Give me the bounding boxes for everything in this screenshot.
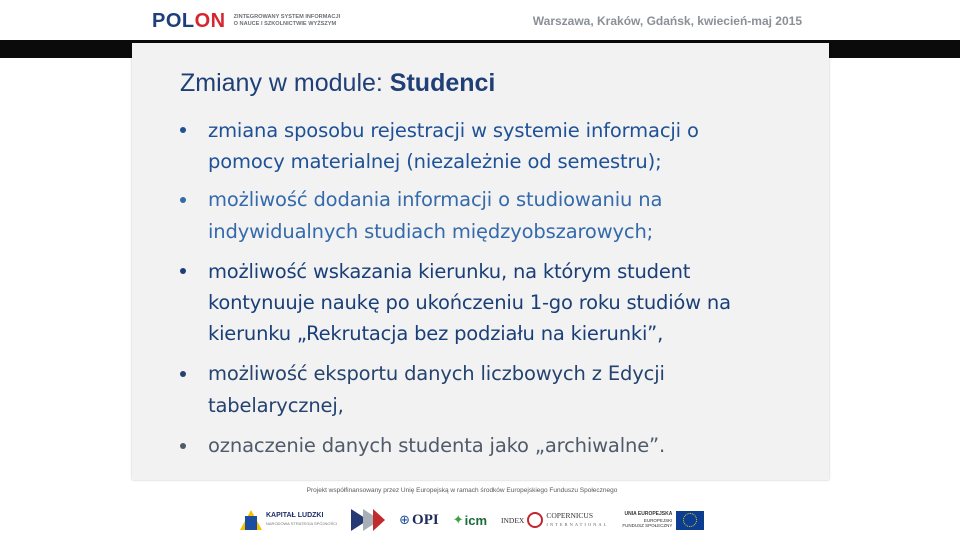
logo-accent-text: ON (194, 9, 226, 32)
footer-logos (240, 500, 770, 540)
list-item-line: tabelarycznej, (208, 394, 344, 417)
list-item-line: kontynuuje naukę po ukończeniu 1-go roku studiów na (208, 291, 731, 314)
footer-band (154, 484, 770, 540)
eu-logo (622, 511, 704, 530)
slide-panel (132, 43, 829, 480)
eu-line3: FUNDUSZ SPOŁECZNY (622, 523, 673, 529)
kapital-ludzki-icon (240, 506, 262, 534)
funding-note: Projekt współfinansowany przez Unię Europejską w ramach środków Europejskiego Funduszu Społecznego (306, 487, 618, 494)
slide-title-bold: Studenci (389, 69, 496, 97)
kapital-ludzki-text: KAPITAŁ LUDZKI (266, 512, 324, 519)
list-item-line: możliwość dodania informacji o studiowaniu na (208, 188, 663, 211)
kapital-ludzki-logo (240, 506, 337, 534)
list-item (180, 184, 820, 248)
icm-icon: ✦ (452, 512, 464, 528)
logo-main-text: POL (152, 9, 195, 32)
list-item (180, 430, 820, 462)
kapital-ludzki-subtext: NARODOWA STRATEGIA SPÓJNOŚCI (266, 521, 338, 526)
bullet-dot-icon (180, 371, 186, 377)
polon-logo (152, 9, 340, 33)
international-text: INTERNATIONAL (546, 522, 609, 527)
bullet-dot-icon (180, 268, 186, 274)
logo-tagline-line1: ZINTEGROWANY SYSTEM INFORMACJI (233, 14, 341, 20)
bullet-dot-icon (180, 197, 186, 203)
ncn-logo (351, 509, 385, 531)
copernicus-text: COPERNICUS (546, 511, 594, 520)
eu-flag-icon (676, 511, 704, 530)
logo-tagline-line2: O NAUCE I SZKOLNICTWIE WYŻSZYM (233, 21, 337, 27)
event-info: Warszawa, Kraków, Gdańsk, kwiecień-maj 2015 (532, 14, 802, 28)
list-item (180, 358, 820, 422)
list-item-line: możliwość eksportu danych liczbowych z Edycji (208, 362, 665, 385)
index-text: INDEX (501, 515, 525, 525)
ncn-icon (351, 509, 385, 531)
bullet-list (180, 115, 820, 462)
copernicus-icon (527, 512, 543, 528)
icm-text: icm (464, 512, 488, 528)
index-copernicus-logo (501, 511, 608, 529)
bullet-dot-icon (180, 443, 186, 449)
list-item-line: oznaczenie danych studenta jako „archiwalne”. (208, 434, 666, 457)
eu-line2: EUROPEJSKI (643, 517, 673, 523)
list-item-line: kierunku „Rekrutacja bez podziału na kierunki”, (208, 322, 664, 345)
icm-logo (453, 513, 487, 528)
slide-title-prefix: Zmiany w module: (180, 69, 390, 97)
list-item (180, 256, 820, 349)
opi-text: OPI (412, 511, 439, 528)
list-item-line: zmiana sposobu rejestracji w systemie informacji o (208, 119, 699, 142)
list-item-line: możliwość wskazania kierunku, na którym student (208, 260, 691, 283)
list-item-line: indywidualnych studiach międzyobszarowych; (208, 220, 654, 243)
opi-icon: ⊕ (399, 512, 411, 528)
logo-tagline (234, 14, 341, 28)
list-item (180, 115, 820, 177)
top-header (0, 0, 960, 40)
slide-title (180, 69, 495, 98)
opi-logo (399, 512, 439, 529)
list-item-line: pomocy materialnej (niezależnie od semestru); (208, 150, 662, 173)
eu-line1: UNIA EUROPEJSKA (624, 511, 673, 518)
bullet-dot-icon (180, 127, 186, 133)
